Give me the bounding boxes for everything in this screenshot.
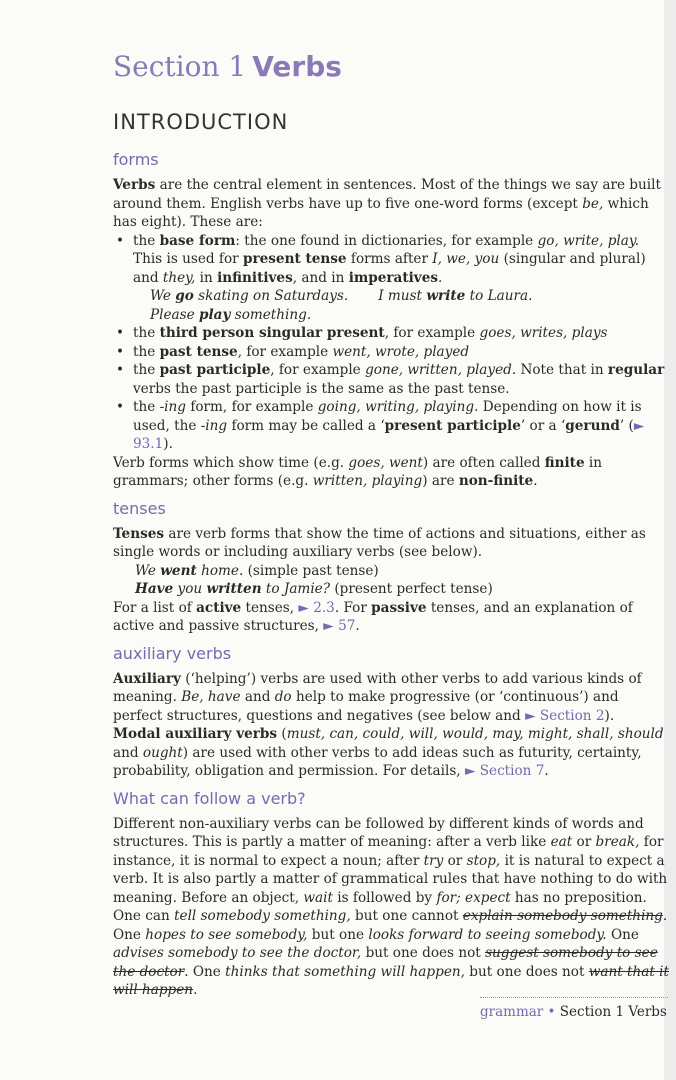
text: Note that in — [516, 362, 608, 378]
italic-term: break, — [595, 834, 640, 850]
text: help to make progressive (or ‘continuous’) and perfect structures, questions and negatives (see below and — [113, 689, 619, 724]
text: . — [355, 618, 360, 634]
text: it is natural to expect a verb. It is also partly a matter of grammatical rules that have nothing to do with meaning. Before an object, — [113, 852, 668, 906]
follow-heading: What can follow a verb? — [113, 788, 306, 808]
italic-term: try — [423, 852, 444, 869]
text: but one does not — [464, 963, 589, 980]
text: but one cannot — [350, 908, 463, 924]
text: One — [606, 926, 639, 943]
text: , for example — [384, 325, 480, 341]
text: . — [193, 982, 198, 998]
text: : the one found in dictionaries, for example — [235, 232, 538, 249]
italic-term: thinks that something will happen, — [225, 963, 465, 980]
tenses-reference-paragraph — [113, 599, 670, 636]
section-title — [113, 50, 342, 83]
cross-reference-link[interactable]: ► 57 — [323, 618, 356, 634]
text: in grammars; other forms (e.g. — [113, 454, 603, 489]
bold-term: Modal auxiliary verbs — [113, 726, 278, 742]
text: but one does not — [361, 945, 486, 961]
tenses-heading: tenses — [113, 498, 166, 518]
text: (singular and plural) and — [133, 251, 646, 286]
text: in — [195, 269, 218, 286]
bold-term: active — [196, 599, 242, 616]
example-line — [113, 306, 670, 325]
text: For a list of — [113, 599, 197, 616]
italic-term: advises somebody to see the doctor, — [113, 945, 362, 961]
bold-term: non-finite — [458, 473, 534, 489]
introduction-heading: INTRODUCTION — [113, 110, 289, 134]
text: or — [443, 852, 467, 869]
text: verbs the past participle is the same as the past tense. — [133, 380, 510, 397]
text: This is used for — [133, 251, 243, 267]
list-item-third-person — [113, 324, 670, 343]
section-name: Verbs — [252, 50, 342, 83]
bold-term: gerund — [565, 417, 620, 434]
text: the — [133, 232, 160, 249]
tenses-paragraph — [113, 525, 670, 562]
finite-paragraph — [113, 454, 670, 491]
text: . — [438, 269, 443, 286]
italic-term: go, write, play. — [537, 232, 640, 249]
bold-term: past tense — [159, 343, 238, 360]
bold-term: go — [175, 288, 194, 304]
text: , for example — [237, 343, 333, 360]
cross-reference-link[interactable]: ► 2.3 — [298, 599, 335, 616]
follow-paragraph — [113, 815, 670, 1000]
text: ). — [604, 707, 615, 724]
text: something. — [230, 306, 312, 323]
text: Verb forms which show time (e.g. — [113, 454, 349, 471]
text: Depending on how it is used, the — [133, 399, 642, 434]
text: to Laura. — [465, 288, 533, 304]
page-footer — [480, 1004, 667, 1020]
text: or — [572, 834, 596, 850]
text: ( — [277, 726, 287, 742]
bold-term: passive — [371, 599, 427, 616]
text: tenses, — [241, 599, 299, 616]
italic-term: for; expect — [436, 889, 511, 906]
text: ) are — [422, 473, 459, 489]
text: which has eight). These are: — [113, 195, 649, 230]
italic-term: tell somebody something, — [174, 908, 351, 924]
italic-term: We — [135, 562, 161, 579]
bold-term: play — [199, 306, 231, 323]
footer-category: grammar — [480, 1004, 544, 1020]
text: form may be called a ‘ — [227, 417, 385, 434]
text: and — [113, 744, 143, 761]
italic-term: be, — [582, 195, 604, 212]
bold-term: present tense — [242, 251, 347, 267]
bold-term: present participle — [384, 417, 521, 434]
text: forms after — [346, 251, 433, 267]
italic-term: must, can, could, will, would, may, might, shall, should — [286, 726, 664, 742]
text: the — [133, 362, 160, 378]
bold-term: Tenses — [113, 525, 165, 542]
text: , and in — [292, 269, 349, 286]
text: ) are used with other verbs to add ideas such as futurity, certainty, probability, obligation and permission. For details, — [113, 744, 642, 779]
section-label: Section 1 — [113, 50, 247, 83]
bold-term: third person singular present — [159, 325, 385, 341]
italic-term: I, we, you — [432, 251, 500, 267]
text: ’ ( — [619, 417, 634, 434]
list-item-base-form — [113, 232, 670, 288]
list-item-past-tense — [113, 343, 670, 362]
italic-term: they, — [162, 269, 196, 286]
text: has no preposition. One can — [113, 889, 647, 924]
bold-term: finite — [544, 454, 585, 471]
text: Different non-auxiliary verbs can be followed by different kinds of words and structures. This is partly a matter of meaning: after a verb like — [113, 815, 644, 850]
text: are the central element in sentences. Most of the things we say are built around them. English verbs have up to five one-word forms (except — [113, 177, 661, 212]
example-line — [113, 580, 670, 599]
bold-term: Auxiliary — [113, 670, 181, 687]
text: ). — [163, 436, 173, 452]
text: the — [133, 399, 160, 415]
auxiliary-section — [113, 644, 670, 781]
text: . One — [184, 963, 226, 980]
italic-term: home. — [196, 562, 244, 579]
text: (‘helping’) verbs are used with other verbs to add various kinds of meaning. — [113, 670, 642, 705]
text: are verb forms that show the time of actions and situations, either as single words or including auxiliary verbs (see below). — [113, 525, 646, 560]
tenses-section — [113, 499, 670, 636]
italic-term: written, playing — [312, 473, 423, 489]
text: for instance, it is normal to expect a noun; after — [113, 834, 664, 869]
forms-heading: forms — [113, 150, 159, 169]
modal-paragraph — [113, 725, 670, 781]
italic-term: looks forward to seeing somebody. — [368, 926, 607, 943]
italic-term: -ing — [200, 417, 228, 434]
text: is followed by — [332, 889, 437, 906]
example-line — [113, 562, 670, 581]
text: and — [240, 689, 275, 705]
example-line — [113, 287, 670, 306]
bold-term: regular — [607, 362, 665, 378]
italic-term: to Jamie? — [261, 581, 331, 597]
text: (simple past tense) — [243, 562, 379, 579]
page-body — [113, 150, 670, 1008]
text: (present perfect tense) — [330, 581, 493, 597]
auxiliary-paragraph — [113, 670, 670, 726]
italic-term: Be, have — [181, 689, 241, 705]
bold-term: past participle — [159, 362, 271, 378]
footer-divider — [480, 997, 668, 998]
text: but one — [307, 926, 369, 943]
verb-forms-list — [113, 232, 670, 288]
text: We — [150, 288, 176, 304]
bold-term: base form — [159, 232, 236, 249]
verb-forms-list-cont — [113, 324, 670, 454]
text: ) are often called — [422, 454, 545, 471]
text: the — [133, 325, 160, 341]
italic-term: goes, went — [348, 454, 423, 471]
forms-paragraph — [113, 176, 670, 232]
italic-term: hopes to see somebody, — [145, 926, 308, 943]
text: ’ or a ‘ — [520, 417, 566, 434]
follow-section — [113, 789, 670, 1000]
italic-term: wait — [303, 889, 333, 906]
italic-term: do — [274, 689, 292, 705]
bold-term: infinitives — [217, 269, 293, 286]
italic-term: you — [173, 581, 207, 597]
footer-section: Section 1 Verbs — [559, 1004, 667, 1020]
text: I must — [378, 288, 427, 304]
text: tenses, and an explanation of active and passive structures, — [113, 599, 633, 634]
cross-reference-link[interactable]: ► Section 2 — [525, 707, 605, 724]
italic-term: eat — [550, 834, 573, 850]
cross-reference-link[interactable]: ► 93.1 — [133, 417, 645, 452]
bold-term: Verbs — [113, 177, 156, 193]
text: . — [533, 473, 538, 489]
italic-term: ought — [142, 744, 183, 761]
italic-term: goes, writes, plays — [479, 325, 608, 341]
text: , for example — [270, 362, 366, 378]
italic-term: -ing — [159, 399, 186, 415]
incorrect-example: suggest somebody to see the doctor — [113, 945, 658, 980]
bold-term: write — [426, 288, 466, 304]
cross-reference-link[interactable]: ► Section 7 — [464, 763, 545, 779]
text: skating on Saturdays. — [193, 288, 349, 304]
italic-term: went, wrote, played — [332, 343, 470, 360]
bold-term: written — [206, 581, 262, 597]
bold-term: went — [160, 562, 197, 579]
text: . For — [334, 599, 372, 616]
text: Please — [150, 306, 199, 323]
list-item-past-participle — [113, 361, 670, 398]
footer-separator: • — [543, 1004, 560, 1020]
forms-section — [113, 150, 670, 491]
italic-term: stop, — [466, 852, 501, 869]
bold-term: imperatives — [348, 269, 439, 286]
incorrect-example: want that it will happen — [113, 963, 669, 998]
italic-term: gone, written, played. — [365, 362, 517, 378]
list-item-ing-form — [113, 398, 670, 454]
text: . One — [113, 908, 668, 943]
text: . — [544, 763, 549, 779]
bold-term: Have — [135, 581, 174, 597]
italic-term: going, writing, playing. — [317, 399, 479, 415]
incorrect-example: explain somebody something — [462, 908, 663, 924]
text: the — [133, 343, 160, 360]
text: form, for example — [186, 399, 318, 415]
auxiliary-heading: auxiliary verbs — [113, 643, 232, 663]
